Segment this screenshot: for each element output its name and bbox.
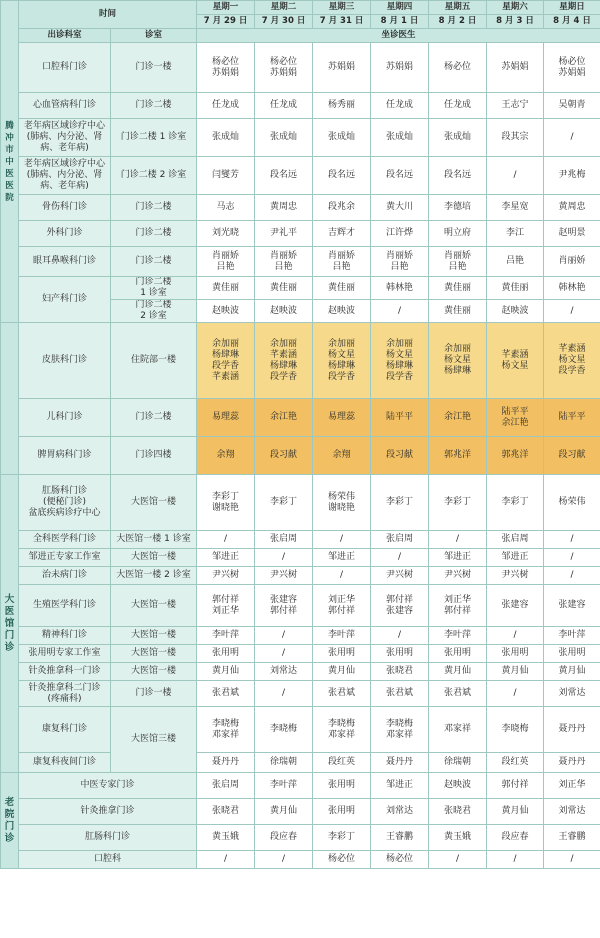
doctor-cell: 张君斌 [429, 681, 487, 707]
date-header: 7 月 30 日 [255, 15, 313, 29]
doctor-cell: 张君斌 [313, 681, 371, 707]
doctor-cell: 赵明景 [544, 221, 600, 247]
doctor-cell: 徐瑞朝 [429, 753, 487, 773]
room-cell: 门诊二楼 [111, 221, 197, 247]
doctor-cell: / [197, 851, 255, 869]
doctor-cell: 黄佳丽 [197, 277, 255, 300]
table-row [1, 707, 600, 753]
doctor-cell: 黄月仙 [544, 663, 600, 681]
doctor-cell: 王志宁 [487, 93, 544, 119]
doctor-cell: / [429, 851, 487, 869]
doctor-cell: 刘常达 [255, 663, 313, 681]
doctor-cell: 聂丹丹 [544, 753, 600, 773]
doctor-cell: 杨必位 [371, 851, 429, 869]
doctor-cell: 段习献 [544, 437, 600, 475]
doctor-cell: 邹进正 [371, 773, 429, 799]
table-row [1, 663, 600, 681]
doctor-cell: 李星宽 [487, 195, 544, 221]
dept-cell: 针灸推拿门诊 [19, 799, 197, 825]
doctor-cell: 尹兴树 [429, 567, 487, 585]
doctor-cell: 段红英 [313, 753, 371, 773]
doctor-cell: 余加丽 杨文星 杨肆琳 段学香 [371, 323, 429, 399]
doctor-cell: 黄周忠 [544, 195, 600, 221]
doctor-cell: 黄佳丽 [313, 277, 371, 300]
doctor-cell: 张君斌 [371, 681, 429, 707]
doctor-cell: 肖丽娇 吕艳 [371, 247, 429, 277]
table-row [1, 119, 600, 157]
doctor-cell: 刘常达 [371, 799, 429, 825]
doctor-cell: 肖丽娇 吕艳 [313, 247, 371, 277]
table-row [1, 195, 600, 221]
doctor-cell: 段应春 [487, 825, 544, 851]
doctor-cell: 邹进正 [197, 549, 255, 567]
section-label-old-hospital [1, 773, 19, 869]
doctor-cell: / [371, 300, 429, 323]
doctor-cell: 张成灿 [429, 119, 487, 157]
doctor-cell: 刘常达 [544, 681, 600, 707]
doctor-cell: 闫燮芳 [197, 157, 255, 195]
dept-cell: 康复科门诊 [19, 707, 111, 753]
doctor-cell: 杨荣伟 [544, 475, 600, 531]
dept-cell: 张用明专家工作室 [19, 645, 111, 663]
weekday-header: 星期五 [429, 1, 487, 15]
doctor-cell: 黄大川 [371, 195, 429, 221]
doctor-cell: 郭付祥 [487, 773, 544, 799]
doctor-cell: 李叶萍 [313, 627, 371, 645]
doctor-cell: / [544, 851, 600, 869]
doctor-cell: 徐瑞朝 [255, 753, 313, 773]
doctor-cell: 刘光晓 [197, 221, 255, 247]
room-cell: 门诊二楼 1 诊室 [111, 119, 197, 157]
doctor-cell: 余加丽 杨文星 杨肆琳 [429, 323, 487, 399]
dept-cell: 针灸推拿科二门诊 (疼痛科) [19, 681, 111, 707]
doctor-cell: 张用明 [197, 645, 255, 663]
table-row [1, 627, 600, 645]
doctor-cell: / [255, 851, 313, 869]
doctor-cell: 张启周 [255, 531, 313, 549]
doctor-cell: 段兆余 [313, 195, 371, 221]
table-row [1, 585, 600, 627]
table-row [1, 43, 600, 93]
doctor-cell: 尹礼平 [255, 221, 313, 247]
doctor-cell: 赵映波 [487, 300, 544, 323]
room-cell: 住院部一楼 [111, 323, 197, 399]
room-cell: 门诊二楼 [111, 93, 197, 119]
doctor-cell: 张君斌 [197, 681, 255, 707]
weekday-header: 星期六 [487, 1, 544, 15]
doctor-cell: 任龙成 [429, 93, 487, 119]
doctor-cell: 刘正华 郭付祥 [313, 585, 371, 627]
doctor-cell: 黄佳丽 [487, 277, 544, 300]
doctor-cell: 段其宗 [487, 119, 544, 157]
doctor-cell: 尹兆梅 [544, 157, 600, 195]
room-cell: 大医馆一楼 [111, 549, 197, 567]
doctor-cell: 黄佳丽 [255, 277, 313, 300]
table-row [1, 93, 600, 119]
table-row [1, 681, 600, 707]
table-row [1, 851, 600, 869]
doctor-cell: 段红英 [487, 753, 544, 773]
doctor-cell: 段名远 [313, 157, 371, 195]
table-row [1, 753, 600, 773]
doctor-cell: / [313, 567, 371, 585]
dept-cell: 骨伤科门诊 [19, 195, 111, 221]
doctor-cell: 杨必位 苏娟娟 [544, 43, 600, 93]
doctor-cell: 段名远 [255, 157, 313, 195]
doctor-cell: / [487, 157, 544, 195]
doctor-cell: 李彩丁 [255, 475, 313, 531]
dept-cell: 外科门诊 [19, 221, 111, 247]
dept-cell: 脾胃病科门诊 [19, 437, 111, 475]
doctor-cell: 段习献 [371, 437, 429, 475]
doctor-cell: 李彩丁 [487, 475, 544, 531]
table-row [1, 645, 600, 663]
doctor-cell: 赵映波 [197, 300, 255, 323]
table-row [1, 475, 600, 531]
doctor-cell: 陆平平 [371, 399, 429, 437]
section-label-text: 大医馆门诊 [4, 593, 15, 653]
doctor-cell: 张启周 [487, 531, 544, 549]
doctor-cell: 张用明 [313, 645, 371, 663]
doctor-cell: / [255, 645, 313, 663]
time-header: 时间 [19, 1, 197, 29]
doctor-cell: 尹兴树 [255, 567, 313, 585]
room-cell: 大医馆一楼 [111, 663, 197, 681]
doctor-cell: 段名远 [371, 157, 429, 195]
dept-cell: 老年病区域诊疗中心 (肺病、内分泌、肾病、老年病) [19, 157, 111, 195]
doctor-cell: 陆平平 余江艳 [487, 399, 544, 437]
doctor-cell: 黄周忠 [255, 195, 313, 221]
table-row [1, 221, 600, 247]
doctor-cell: 张成灿 [255, 119, 313, 157]
doctor-cell: 聂丹丹 [371, 753, 429, 773]
doctor-cell: 江许烨 [371, 221, 429, 247]
doctor-cell: 尹兴树 [487, 567, 544, 585]
date-header: 8 月 3 日 [487, 15, 544, 29]
doctor-cell: / [487, 627, 544, 645]
doctor-cell: 张用明 [313, 773, 371, 799]
doctor-cell: / [197, 531, 255, 549]
doctor-cell: 黄月仙 [313, 663, 371, 681]
room-cell: 门诊二楼 2 诊室 [111, 300, 197, 323]
doctor-cell: 李叶萍 [429, 627, 487, 645]
doctor-cell: 黄玉娥 [429, 825, 487, 851]
doctor-cell: 李晓梅 [487, 707, 544, 753]
doctor-cell: 郭兆洋 [487, 437, 544, 475]
doctor-cell: / [255, 627, 313, 645]
doctor-cell: 苏娟娟 [313, 43, 371, 93]
dept-cell: 邹进正专家工作室 [19, 549, 111, 567]
doctor-cell: / [544, 119, 600, 157]
doctor-cell: 余加丽 芊素涵 杨肆琳 段学香 [255, 323, 313, 399]
doctor-cell: / [544, 567, 600, 585]
doctor-cell: 张建容 郭付祥 [255, 585, 313, 627]
room-cell: 门诊四楼 [111, 437, 197, 475]
doctor-cell: 余翔 [197, 437, 255, 475]
room-cell: 门诊二楼 [111, 399, 197, 437]
doctor-cell: 易理蕊 [313, 399, 371, 437]
doctor-cell: 杨必位 苏娟娟 [255, 43, 313, 93]
doctor-cell: 邹进正 [313, 549, 371, 567]
dept-cell: 口腔科门诊 [19, 43, 111, 93]
table-row [1, 799, 600, 825]
room-cell: 大医馆一楼 2 诊室 [111, 567, 197, 585]
doctor-cell: / [255, 549, 313, 567]
room-column-header: 诊室 [111, 29, 197, 43]
doctor-cell: 张晓君 [429, 799, 487, 825]
doctor-cell: 邹进正 [487, 549, 544, 567]
doctor-cell: 杨必位 [313, 851, 371, 869]
doctor-cell: 李彩丁 谢晓艳 [197, 475, 255, 531]
doctor-cell: 肖丽娇 吕艳 [429, 247, 487, 277]
doctor-cell: 张启周 [371, 531, 429, 549]
doctor-cell: 杨必位 [429, 43, 487, 93]
dept-cell: 治未病门诊 [19, 567, 111, 585]
doctor-cell: 余江艳 [429, 399, 487, 437]
table-row [1, 247, 600, 277]
doctor-cell: 黄月仙 [487, 799, 544, 825]
doctor-cell: / [371, 549, 429, 567]
doctor-cell: 黄月仙 [255, 799, 313, 825]
doctor-cell: / [544, 549, 600, 567]
doctor-cell: 黄玉娥 [197, 825, 255, 851]
room-cell: 大医馆一楼 [111, 585, 197, 627]
doctor-cell: 肖丽娇 吕艳 [197, 247, 255, 277]
dept-cell: 康复科夜间门诊 [19, 753, 111, 773]
dept-cell: 妇产科门诊 [19, 277, 111, 323]
doctor-cell: 李德培 [429, 195, 487, 221]
doctor-cell: 李晓梅 [255, 707, 313, 753]
doctor-cell: 李彩丁 [429, 475, 487, 531]
doctor-cell: 余翔 [313, 437, 371, 475]
doctor-cell: 邓家祥 [429, 707, 487, 753]
doctor-cell: 段应春 [255, 825, 313, 851]
date-header: 8 月 4 日 [544, 15, 600, 29]
doctor-cell: 韩林艳 [371, 277, 429, 300]
doctor-cell: 聂丹丹 [544, 707, 600, 753]
doctor-cell: 任龙成 [371, 93, 429, 119]
doctor-cell: 聂丹丹 [197, 753, 255, 773]
doctor-cell: 张晓君 [371, 663, 429, 681]
doctor-cell: 黄佳丽 [429, 300, 487, 323]
doctor-cell: 余江艳 [255, 399, 313, 437]
doctor-cell: 郭兆洋 [429, 437, 487, 475]
doctor-cell: 苏娟娟 [371, 43, 429, 93]
dept-cell: 老年病区域诊疗中心 (肺病、内分泌、肾病、老年病) [19, 119, 111, 157]
doctor-cell: 任龙成 [255, 93, 313, 119]
section-label-text: 老院门诊 [4, 796, 15, 844]
doctor-cell: 余加丽 杨文星 杨肆琳 段学香 [313, 323, 371, 399]
doctor-cell: 杨荣伟 谢晓艳 [313, 475, 371, 531]
date-header: 7 月 29 日 [197, 15, 255, 29]
doctor-cell: 郭付祥 张建容 [371, 585, 429, 627]
doctor-cell: 张成灿 [197, 119, 255, 157]
table-row [1, 323, 600, 399]
doctor-cell: 任龙成 [197, 93, 255, 119]
table-row [1, 437, 600, 475]
date-header: 8 月 2 日 [429, 15, 487, 29]
room-cell: 门诊二楼 [111, 195, 197, 221]
doctor-cell: 李晓梅 邓家祥 [197, 707, 255, 753]
section-label-big-hall [1, 475, 19, 773]
section-blank [1, 323, 19, 475]
doctor-cell: 苏娟娟 [487, 43, 544, 93]
doctor-cell: 吉辉才 [313, 221, 371, 247]
dept-cell: 精神科门诊 [19, 627, 111, 645]
dept-cell: 肛肠科门诊 (便秘门诊) 盆底疾病诊疗中心 [19, 475, 111, 531]
doctor-column-header: 坐诊医生 [197, 29, 600, 43]
doctor-cell: 刘正华 [544, 773, 600, 799]
table-row [1, 277, 600, 300]
doctor-cell: 张用明 [487, 645, 544, 663]
weekday-header: 星期二 [255, 1, 313, 15]
doctor-cell: 吕艳 [487, 247, 544, 277]
doctor-cell: 李彩丁 [371, 475, 429, 531]
dept-cell: 全科医学科门诊 [19, 531, 111, 549]
room-cell: 大医馆一楼 1 诊室 [111, 531, 197, 549]
doctor-cell: 杨秀丽 [313, 93, 371, 119]
room-cell: 大医馆一楼 [111, 645, 197, 663]
doctor-cell: 韩林艳 [544, 277, 600, 300]
date-header: 8 月 1 日 [371, 15, 429, 29]
doctor-cell: 李晓梅 邓家祥 [371, 707, 429, 753]
weekday-header: 星期四 [371, 1, 429, 15]
doctor-cell: 陆平平 [544, 399, 600, 437]
doctor-cell: 马志 [197, 195, 255, 221]
doctor-cell: 李江 [487, 221, 544, 247]
doctor-cell: 肖丽娇 [544, 247, 600, 277]
doctor-cell: 张成灿 [371, 119, 429, 157]
table-row [1, 549, 600, 567]
doctor-cell: / [544, 531, 600, 549]
dept-cell: 心血管病科门诊 [19, 93, 111, 119]
room-cell: 门诊一楼 [111, 681, 197, 707]
doctor-cell: 张启周 [197, 773, 255, 799]
date-header: 7 月 31 日 [313, 15, 371, 29]
doctor-cell: 肖丽娇 吕艳 [255, 247, 313, 277]
room-cell: 大医馆三楼 [111, 707, 197, 773]
dept-cell: 儿科门诊 [19, 399, 111, 437]
doctor-cell: 刘正华 郭付祥 [429, 585, 487, 627]
dept-cell: 针灸推拿科一门诊 [19, 663, 111, 681]
dept-column-header: 出诊科室 [19, 29, 111, 43]
doctor-cell: / [429, 531, 487, 549]
dept-cell: 眼耳鼻喉科门诊 [19, 247, 111, 277]
doctor-cell: 李叶萍 [544, 627, 600, 645]
table-row [1, 399, 600, 437]
doctor-cell: 芊素涵 杨文星 [487, 323, 544, 399]
doctor-cell: 张建容 [487, 585, 544, 627]
dept-cell: 皮肤科门诊 [19, 323, 111, 399]
doctor-cell: 杨必位 苏娟娟 [197, 43, 255, 93]
doctor-cell: 张用明 [313, 799, 371, 825]
doctor-cell: 明立府 [429, 221, 487, 247]
doctor-cell: 易理蕊 [197, 399, 255, 437]
doctor-cell: 张建容 [544, 585, 600, 627]
doctor-cell: 李彩丁 [313, 825, 371, 851]
doctor-cell: 赵映波 [255, 300, 313, 323]
doctor-cell: 余加丽 杨肆琳 段学香 芊素涵 [197, 323, 255, 399]
doctor-cell: / [313, 531, 371, 549]
doctor-cell: / [371, 627, 429, 645]
dept-cell: 中医专家门诊 [19, 773, 197, 799]
doctor-cell: 郭付祥 刘正华 [197, 585, 255, 627]
doctor-cell: / [255, 681, 313, 707]
doctor-cell: 张成灿 [313, 119, 371, 157]
doctor-cell: 赵映波 [313, 300, 371, 323]
room-cell: 大医馆一楼 [111, 475, 197, 531]
doctor-cell: 邹进正 [429, 549, 487, 567]
doctor-cell: 黄月仙 [487, 663, 544, 681]
doctor-cell: 芊素涵 杨文星 段学香 [544, 323, 600, 399]
table-row [1, 773, 600, 799]
room-cell: 门诊二楼 1 诊室 [111, 277, 197, 300]
doctor-cell: 尹兴树 [371, 567, 429, 585]
doctor-cell: 张用明 [371, 645, 429, 663]
doctor-cell: 黄月仙 [429, 663, 487, 681]
doctor-cell: 黄佳丽 [429, 277, 487, 300]
doctor-cell: 李叶萍 [197, 627, 255, 645]
doctor-cell: 李晓梅 邓家祥 [313, 707, 371, 753]
doctor-cell: 张晓君 [197, 799, 255, 825]
weekday-header: 星期日 [544, 1, 600, 15]
doctor-cell: 张用明 [429, 645, 487, 663]
doctor-cell: 尹兴树 [197, 567, 255, 585]
room-cell: 门诊一楼 [111, 43, 197, 93]
doctor-cell: 王睿鹏 [544, 825, 600, 851]
table-row [1, 567, 600, 585]
weekday-header: 星期一 [197, 1, 255, 15]
weekday-header: 星期三 [313, 1, 371, 15]
doctor-cell: / [487, 851, 544, 869]
table-row [1, 825, 600, 851]
dept-cell: 肛肠科门诊 [19, 825, 197, 851]
room-cell: 门诊二楼 2 诊室 [111, 157, 197, 195]
doctor-cell: 段名远 [429, 157, 487, 195]
dept-cell: 生殖医学科门诊 [19, 585, 111, 627]
doctor-cell: 张用明 [544, 645, 600, 663]
dept-cell: 口腔科 [19, 851, 197, 869]
doctor-cell: 李叶萍 [255, 773, 313, 799]
doctor-cell: / [544, 300, 600, 323]
doctor-cell: 黄月仙 [197, 663, 255, 681]
room-cell: 大医馆一楼 [111, 627, 197, 645]
section-label-hospital: 腾冲市中医医院 [1, 1, 19, 323]
doctor-cell: 王睿鹏 [371, 825, 429, 851]
doctor-cell: 赵映波 [429, 773, 487, 799]
doctor-cell: 刘常达 [544, 799, 600, 825]
doctor-cell: 吴朝青 [544, 93, 600, 119]
room-cell: 门诊二楼 [111, 247, 197, 277]
doctor-cell: 段习献 [255, 437, 313, 475]
doctor-cell: / [487, 681, 544, 707]
table-row [1, 157, 600, 195]
table-row [1, 531, 600, 549]
